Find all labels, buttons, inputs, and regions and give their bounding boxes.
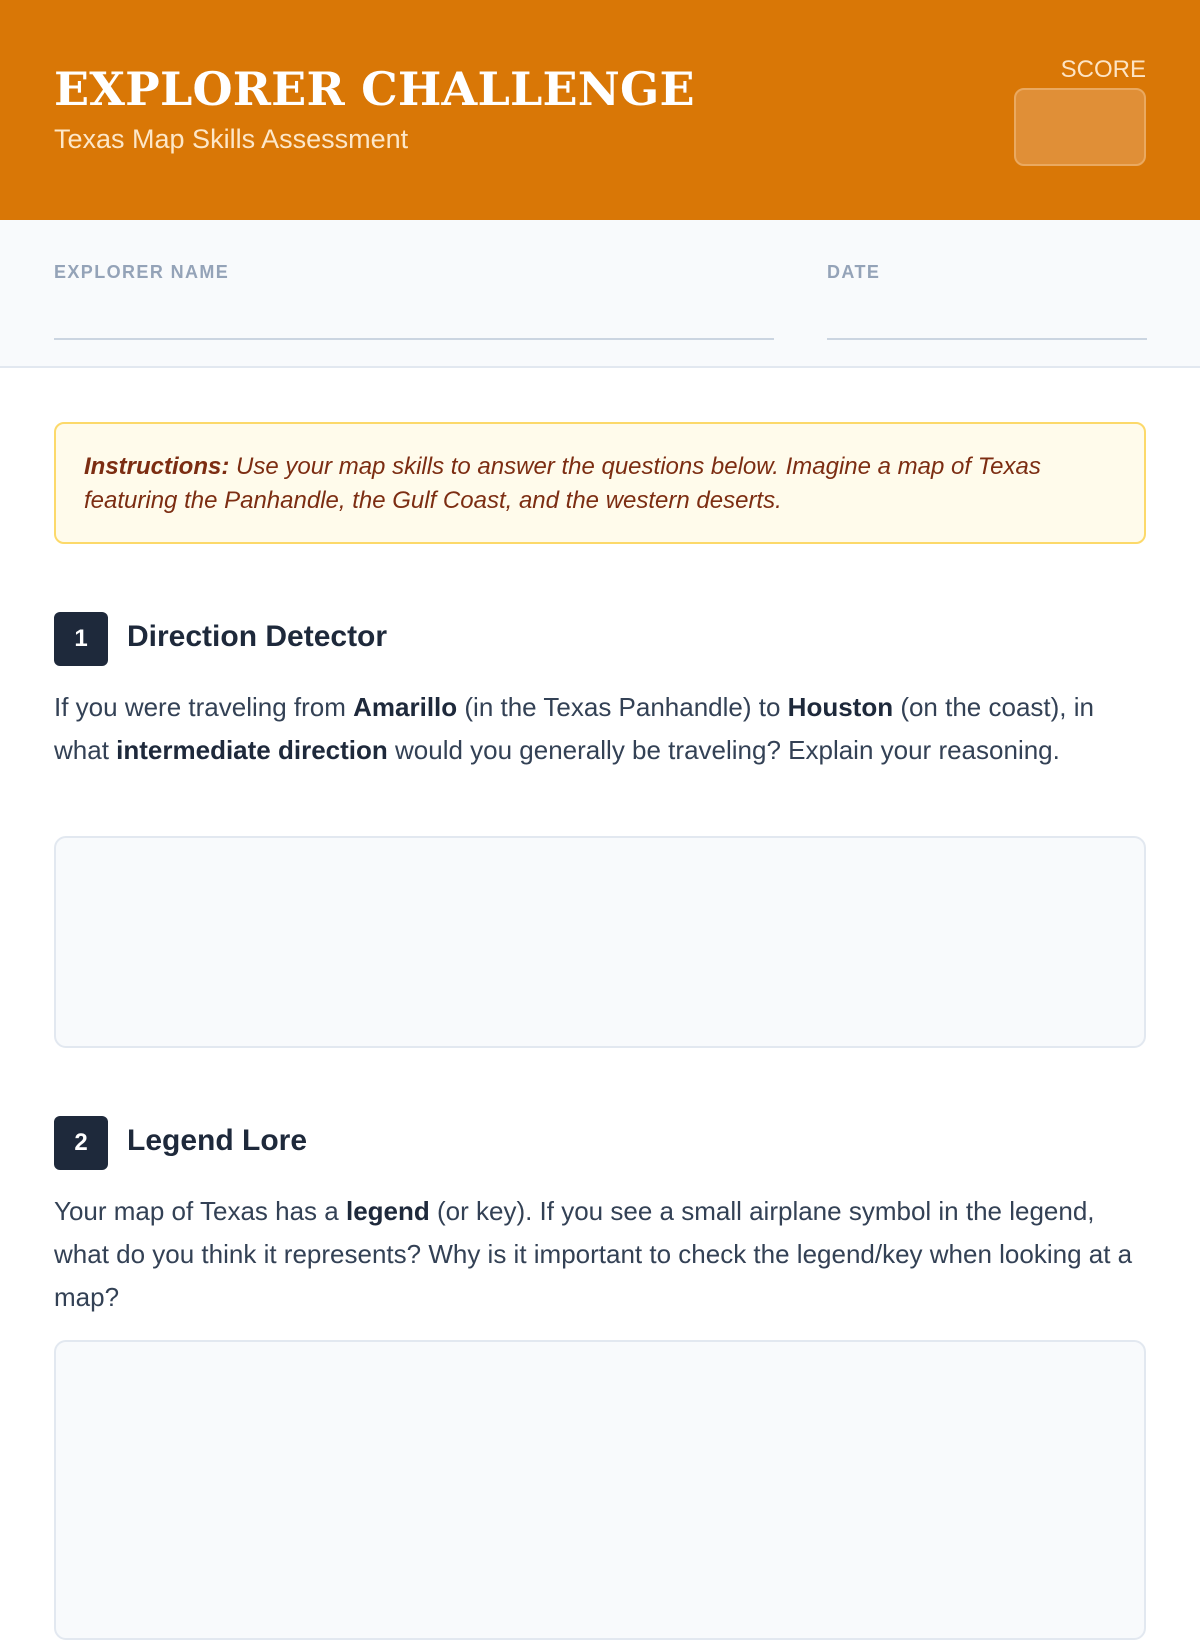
page-header xyxy=(0,0,1200,220)
instructions-lead: Instructions: xyxy=(84,453,230,480)
question-text-emphasis: Amarillo xyxy=(353,692,458,722)
question-text-segment: Your map of Texas has a xyxy=(54,1196,346,1226)
question-text-emphasis: intermediate direction xyxy=(116,735,388,765)
instructions-box xyxy=(54,422,1146,544)
page-subtitle: Texas Map Skills Assessment xyxy=(54,124,409,154)
instructions-text: Use your map skills to answer the questions below. Imagine a map of Texas featuring the Panhandle, the Gulf Coast, and the western deserts. xyxy=(84,453,1041,514)
question-text-segment: (or key). If you see a small airplane symbol in the legend, what do you think it represents? Why is it important to check the legend/key when looking at a map? xyxy=(54,1196,1133,1312)
score-label: SCORE xyxy=(1060,56,1146,83)
score-box[interactable] xyxy=(1014,88,1146,166)
date-label: DATE xyxy=(827,262,881,282)
question-text xyxy=(54,1190,1154,1319)
question-text-emphasis: legend xyxy=(345,1196,430,1226)
question-text-emphasis: Houston xyxy=(787,692,894,722)
question-text xyxy=(54,686,1154,772)
page-title: EXPLORER CHALLENGE xyxy=(54,62,695,116)
date-field[interactable] xyxy=(827,338,1147,340)
answer-box[interactable] xyxy=(54,836,1146,1048)
question-title: Direction Detector xyxy=(127,620,388,653)
question-title: Legend Lore xyxy=(127,1124,308,1157)
explorer-name-label: EXPLORER NAME xyxy=(54,262,230,282)
question-number-badge: 2 xyxy=(54,1116,108,1170)
question-number-badge: 1 xyxy=(54,612,108,666)
answer-box[interactable] xyxy=(54,1340,1146,1640)
question-text-segment: (in the Texas Panhandle) to xyxy=(457,692,788,722)
question-text-segment: If you were traveling from xyxy=(54,692,354,722)
explorer-info-band xyxy=(0,220,1200,368)
question-text-segment: (on the coast), in what xyxy=(54,692,1094,765)
question-text-segment: would you generally be traveling? Explain your reasoning. xyxy=(387,735,1060,765)
explorer-name-field[interactable] xyxy=(54,338,774,340)
